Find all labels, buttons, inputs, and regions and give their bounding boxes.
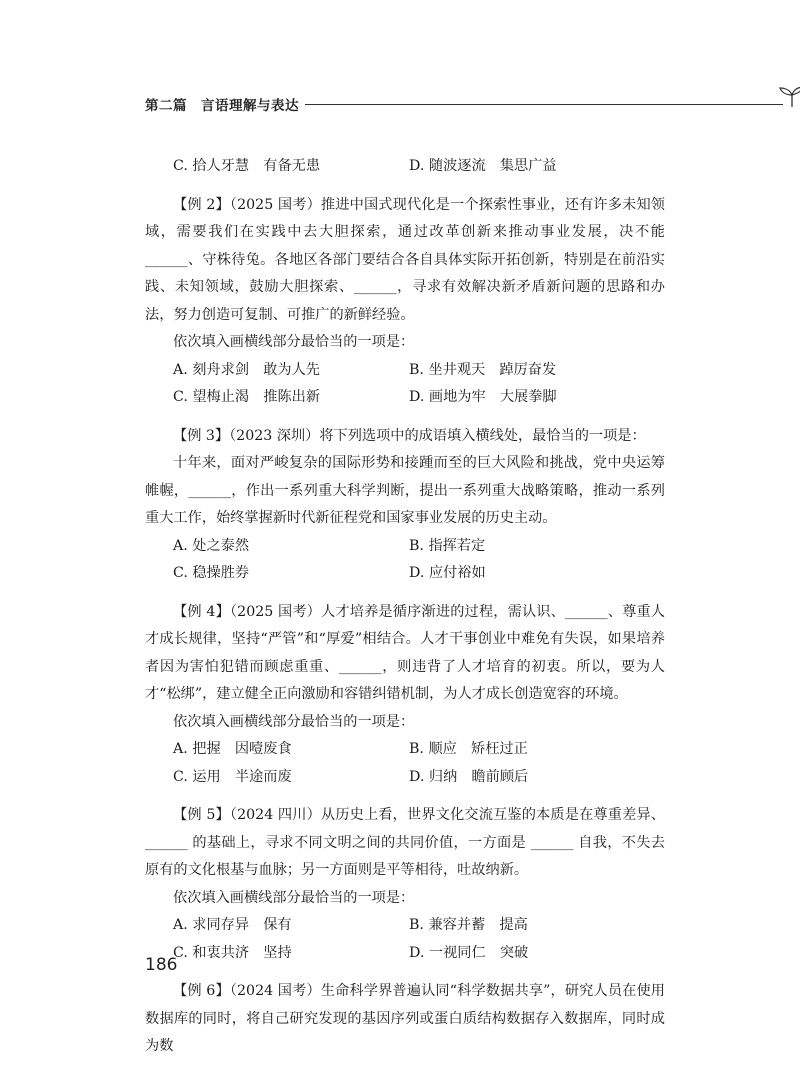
option: A. 刻舟求剑 敢为人先 — [173, 361, 320, 378]
example-6-text: 【例 6】（2024 国考）生命科学界普遍认同“科学数据共享”，研究人员在使用数据库的同时，将自己研究发现的基因序列或蛋白质结构数据存入数据库，同时成为数 — [145, 983, 665, 1054]
option: A. 把握 因噎废食 — [173, 741, 292, 757]
option: B. 指挥若定 — [409, 537, 486, 554]
example-5-text: 【例 5】（2024 四川）从历史上看，世界文化交流互鉴的本质是在尊重差异、______ 的基础上，寻求不同文明之间的共同价值，一方面是 ______ 自我，不失去原有的文化根基与血脉；另一方面则是平等相待，吐故纳新。 — [145, 807, 665, 878]
option: A. 求同存异 保有 — [173, 917, 292, 933]
example-2-options — [145, 357, 665, 412]
option: B. 顺应 矫枉过正 — [409, 741, 528, 757]
option-grid — [145, 153, 665, 181]
option: D. 画地为牢 大展拳脚 — [409, 389, 557, 405]
example-2-text: 【例 2】（2025 国考）推进中国式现代化是一个探索性事业，还有许多未知领域，需要我们在实践中去大胆探索，通过改革创新来推动事业发展，决不能 ______、守株待兔。各地区各部门要结合各自具体实际开拓创新，特别是在前沿实践、未知领域，鼓励大胆探索、______，寻求有效解决新矛盾新问题的思路和办法，努力创造可复制、可推广的新鲜经验。 — [145, 196, 665, 323]
option: C. 拾人牙慧 有备无患 — [173, 158, 321, 174]
page-content — [145, 153, 665, 1061]
example-4-options — [145, 736, 665, 791]
option: C. 稳操胜券 — [173, 565, 250, 581]
option: D. 归纳 瞻前顾后 — [409, 768, 529, 785]
example-5-question: 依次填入画横线部分最恰当的一项是： — [173, 889, 415, 906]
header-rule — [305, 104, 783, 105]
example-3-options — [145, 533, 665, 588]
example-4-question: 依次填入画横线部分最恰当的一项是： — [173, 713, 415, 730]
sprout-icon — [775, 86, 800, 108]
option: D. 应付裕如 — [409, 565, 486, 581]
option: C. 和衷共济 坚持 — [173, 944, 292, 961]
option: C. 运用 半途而废 — [173, 768, 292, 785]
running-header — [145, 92, 665, 120]
page-number: 186 — [145, 955, 178, 975]
option: D. 随波逐流 集思广益 — [409, 158, 557, 174]
example-3-text: 十年来，面对严峻复杂的国际形势和接踵而至的巨大风险和挑战，党中央运筹帷幄，______，作出一系列重大科学判断，提出一系列重大战略策略，推动一系列重大工作，始终掌握新时代新征程党和国家事业发展的历史主动。 — [145, 455, 665, 526]
example-3-prompt: 【例 3】（2023 深圳）将下列选项中的成语填入横线处，最恰当的一项是： — [173, 427, 646, 444]
chapter-title: 第二篇 言语理解与表达 — [145, 98, 299, 114]
option: C. 望梅止渴 推陈出新 — [173, 389, 321, 405]
option: D. 一视同仁 突破 — [409, 944, 529, 961]
example-4-text: 【例 4】（2025 国考）人才培养是循序渐进的过程，需认识、______、尊重人才成长规律，坚持“严管”和“厚爱”相结合。人才干事创业中难免有失误，如果培养者因为害怕犯错而顾虑重重、______，则违背了人才培育的初衷。所以，要为人才“松绑”，建立健全正向激励和容错纠错机制，为人才成长创造宽容的环境。 — [145, 603, 665, 702]
option: A. 处之泰然 — [173, 537, 250, 554]
option: B. 坐井观天 踔厉奋发 — [409, 361, 557, 378]
example-2-question: 依次填入画横线部分最恰当的一项是： — [173, 334, 415, 350]
option: B. 兼容并蓄 提高 — [409, 917, 528, 933]
example-5-options — [145, 912, 665, 967]
